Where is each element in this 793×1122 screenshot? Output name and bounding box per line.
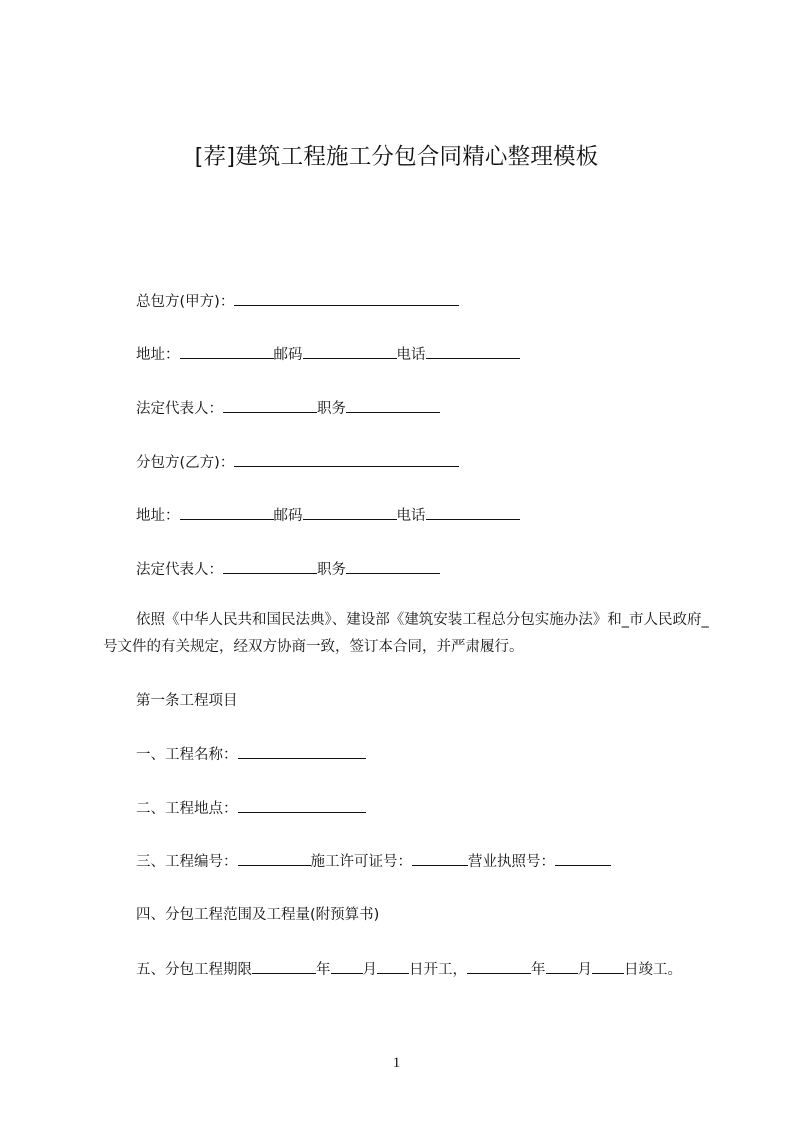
party-a-address-line <box>136 344 520 365</box>
party-b-address-blank[interactable] <box>180 505 274 520</box>
party-b-line <box>136 452 459 473</box>
end-month-blank[interactable] <box>546 959 578 974</box>
period-line <box>136 959 682 980</box>
party-b-rep-line <box>136 559 440 580</box>
start-year-label: 年 <box>316 962 331 978</box>
project-name-line <box>136 744 366 765</box>
party-a-rep-line <box>136 398 440 419</box>
party-a-blank[interactable] <box>234 291 459 306</box>
license-number-label: 营业执照号： <box>468 854 555 870</box>
end-label: 日竣工。 <box>624 962 682 978</box>
party-a-phone-blank[interactable] <box>426 344 520 359</box>
start-label: 日开工， <box>409 962 467 978</box>
party-b-position-label: 职务 <box>317 562 346 578</box>
project-location-label: 二、工程地点： <box>136 801 238 817</box>
party-a-postcode-blank[interactable] <box>303 344 397 359</box>
end-month-label: 月 <box>577 962 592 978</box>
party-a-postcode-label: 邮码 <box>273 347 303 363</box>
project-name-blank[interactable] <box>238 744 366 759</box>
end-day-blank[interactable] <box>592 959 624 974</box>
preamble-paragraph: 依照《中华人民共和国民法典》、建设部《建筑安装工程总分包实施办法》和_市人民政府_号文件的有关规定，经双方协商一致，签订本合同，并严肃履行。 <box>103 612 709 655</box>
party-a-label: 总包方(甲方)： <box>136 294 235 310</box>
party-a-address-blank[interactable] <box>180 344 274 359</box>
party-b-rep-blank[interactable] <box>223 559 317 574</box>
project-location-blank[interactable] <box>238 798 366 813</box>
start-day-blank[interactable] <box>377 959 409 974</box>
end-year-blank[interactable] <box>467 959 531 974</box>
project-name-label: 一、工程名称： <box>136 747 238 763</box>
party-b-phone-blank[interactable] <box>426 505 520 520</box>
party-b-label: 分包方(乙方)： <box>136 455 235 471</box>
start-year-blank[interactable] <box>252 959 316 974</box>
party-b-position-blank[interactable] <box>346 559 440 574</box>
party-a-position-label: 职务 <box>317 401 346 417</box>
project-number-blank[interactable] <box>238 851 311 866</box>
party-b-blank[interactable] <box>234 452 459 467</box>
page-title: [荐]建筑工程施工分包合同精心整理模板 <box>194 144 599 170</box>
project-number-line <box>136 851 611 872</box>
party-a-line <box>136 291 459 312</box>
period-label: 五、分包工程期限 <box>136 962 252 978</box>
permit-number-blank[interactable] <box>412 851 468 866</box>
party-b-address-label: 地址： <box>136 508 180 524</box>
project-number-label: 三、工程编号： <box>136 854 238 870</box>
party-a-position-blank[interactable] <box>346 398 440 413</box>
permit-number-label: 施工许可证号： <box>310 854 412 870</box>
start-month-blank[interactable] <box>331 959 363 974</box>
party-b-rep-label: 法定代表人： <box>136 562 223 578</box>
start-month-label: 月 <box>362 962 377 978</box>
party-a-rep-label: 法定代表人： <box>136 401 223 417</box>
party-b-phone-label: 电话 <box>396 508 426 524</box>
end-year-label: 年 <box>531 962 546 978</box>
party-b-postcode-blank[interactable] <box>303 505 397 520</box>
party-b-address-line <box>136 505 520 526</box>
license-number-blank[interactable] <box>555 851 611 866</box>
party-a-phone-label: 电话 <box>396 347 426 363</box>
party-a-rep-blank[interactable] <box>223 398 317 413</box>
scope-line: 四、分包工程范围及工程量(附预算书) <box>136 907 380 923</box>
party-b-postcode-label: 邮码 <box>273 508 303 524</box>
page-number: 1 <box>392 1055 401 1071</box>
party-a-address-label: 地址： <box>136 347 180 363</box>
project-location-line <box>136 798 366 819</box>
article-1-heading: 第一条工程项目 <box>136 693 238 709</box>
